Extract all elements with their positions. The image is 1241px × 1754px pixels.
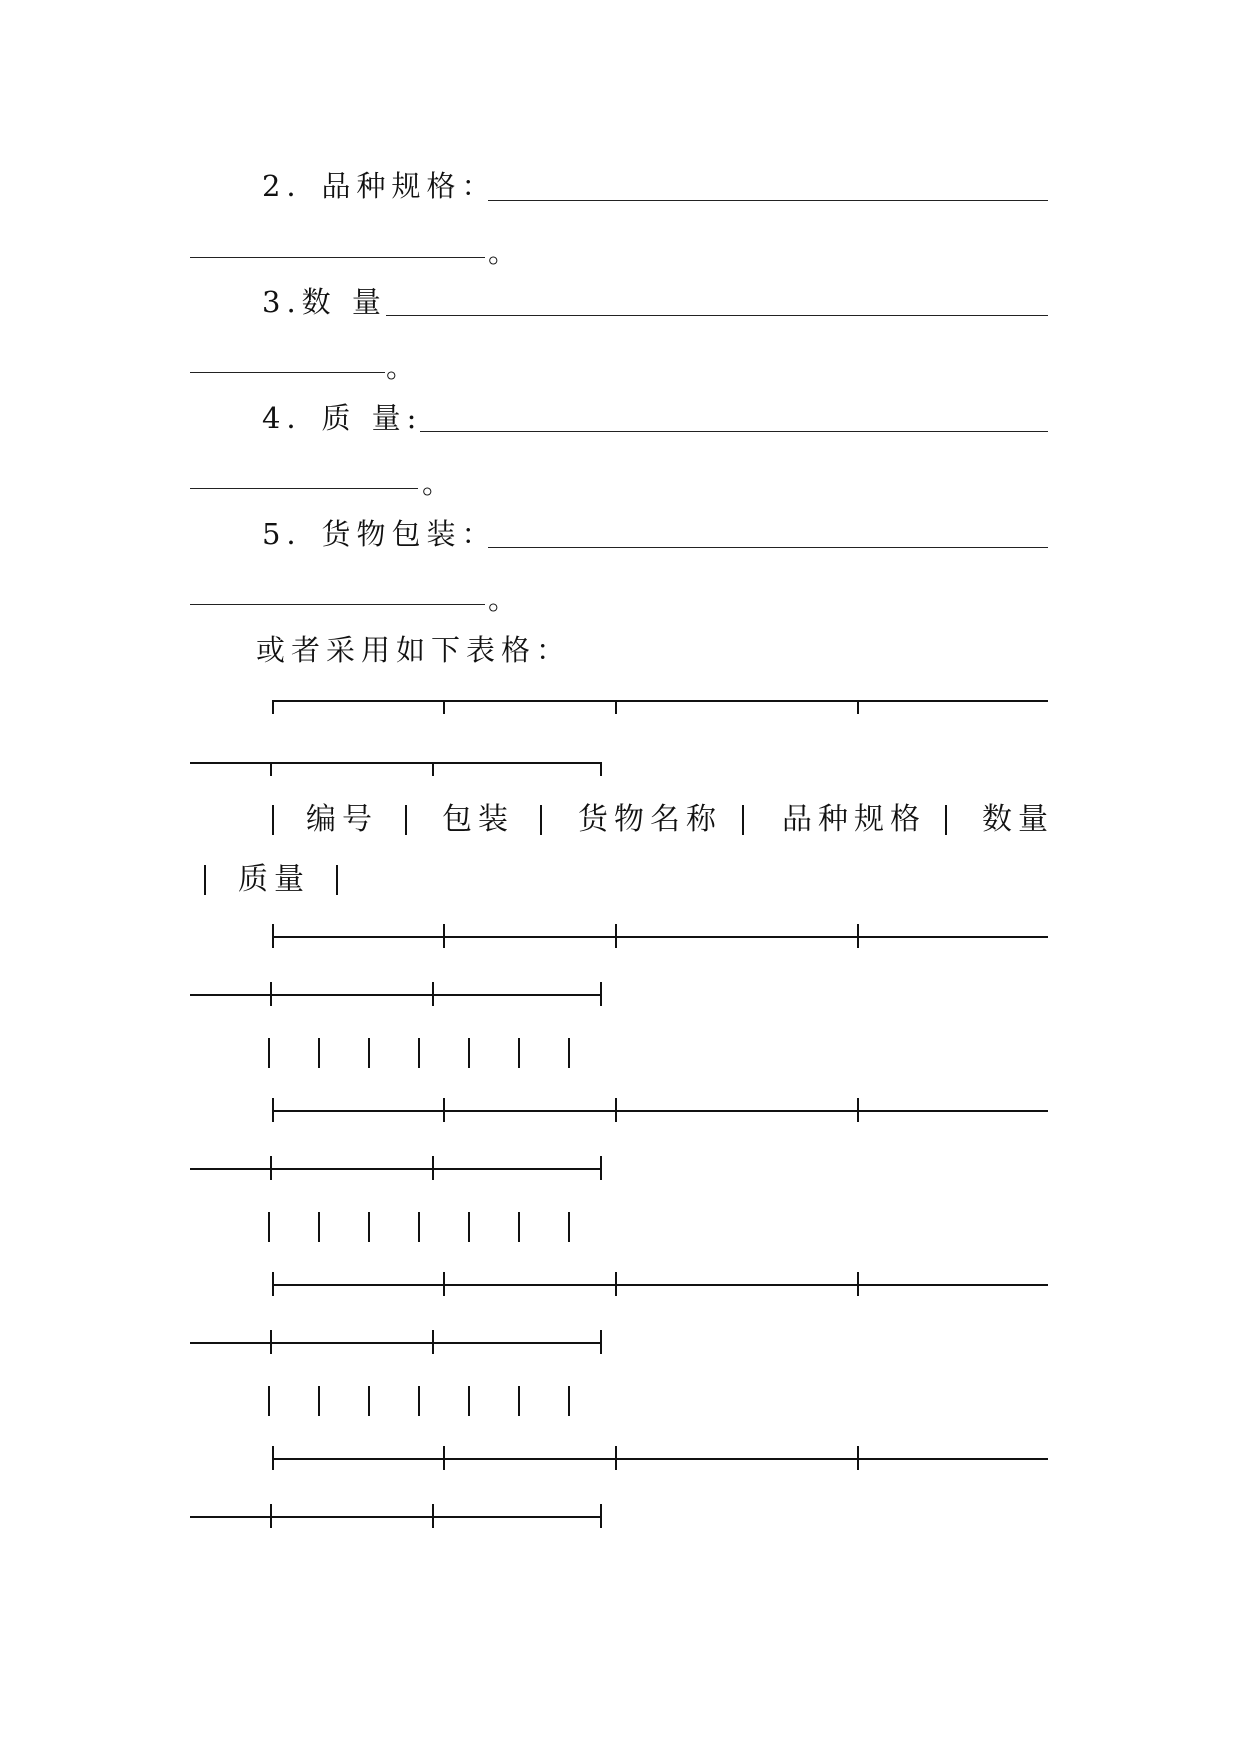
table-header-quantity: 数量 <box>982 802 1054 837</box>
field-blank-variety-spec-1[interactable] <box>488 200 1048 201</box>
table-header-number: 编号 <box>306 802 378 837</box>
field-label-quantity: 3.数 量 <box>262 285 387 319</box>
table-header-variety-spec: 品种规格 <box>782 802 926 837</box>
table-intro: 或者采用如下表格： <box>256 633 572 667</box>
field-label-packaging: 5．货物包装： <box>262 517 497 551</box>
field-end-quality: 。 <box>422 466 452 500</box>
field-blank-quality-2[interactable] <box>190 488 418 489</box>
field-end-variety-spec: 。 <box>488 235 518 269</box>
field-label-quality: 4．质 量: <box>262 401 423 435</box>
field-end-packaging: 。 <box>488 582 518 616</box>
field-label-variety-spec: 2．品种规格： <box>262 169 497 203</box>
field-end-quantity: 。 <box>386 350 416 384</box>
table-header-packaging: 包装 <box>442 802 514 837</box>
field-blank-variety-spec-2[interactable] <box>190 257 485 258</box>
field-blank-quality-1[interactable] <box>420 431 1048 432</box>
field-blank-packaging-1[interactable] <box>488 547 1048 548</box>
table-header-goods-name: 货物名称 <box>578 802 722 837</box>
field-blank-quantity-2[interactable] <box>190 372 385 373</box>
field-blank-quantity-1[interactable] <box>386 315 1048 316</box>
table-header-quality: 质量 <box>238 862 310 897</box>
field-blank-packaging-2[interactable] <box>190 604 485 605</box>
